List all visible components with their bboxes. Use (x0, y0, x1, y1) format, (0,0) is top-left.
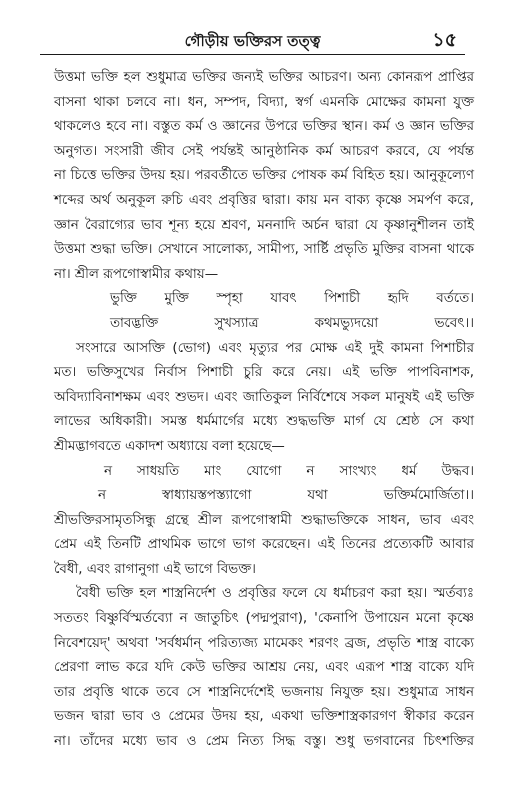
text-line: শ্রীমদ্ভাগবতে একাদশ অধ্যায়ে বলা হয়েছে— (54, 438, 285, 454)
text-line: উত্তমা ভক্তি হল শুধুমাত্র ভক্তির জন্যই ভক্তির আচরণ। অন্য কোনরূপ প্রাপ্তির (54, 70, 474, 85)
text-line: বৈধী, এবং রাগানুগা এই ভাগে বিভক্ত। (54, 561, 256, 577)
text-line: ভজন দ্বারা ভাব ও প্রেমের উদয় হয়, একথা ভক্তিশাস্ত্রকারগণ স্বীকার করেন (54, 709, 474, 725)
text-line: উত্তমা শুদ্ধা ভক্তি। সেখানে সালোক্য, সামীপ্য, সার্ষ্টি প্রভৃতি মুক্তির বাসনা থাকে (54, 242, 474, 258)
text-line: নিবেশয়েদ্' অথবা 'সর্বধর্মান্ পরিত্যজ্য মামেকং শরণং ব্রজ, প্রভৃতি শাস্ত্র বাক্যে (54, 635, 474, 651)
page-number: ১৫ (432, 29, 457, 51)
body-text (54, 66, 474, 755)
text-line: না। শ্রীল রূপগোস্বামীর কথায়— (54, 266, 219, 282)
text-line: বৈধী ভক্তি হল শাস্ত্রনির্দেশ ও প্রবৃত্তির ফলে যে ধর্মাচরণ করা হয়। স্মর্তব্যঃ (76, 586, 474, 602)
text-line: শ্রীভক্তিরসামৃতসিন্ধু গ্রন্থে শ্রীল রূপগোস্বামী শুদ্ধাভক্তিকে সাধন, ভাব এবং (54, 512, 474, 528)
text-line: মত। ভক্তিসুখের নির্বাস পিশাচী চুরি করে নেয়। এই ভক্তি পাপবিনাশক, (54, 365, 474, 381)
verse-line: ভুক্তি মুক্তি স্পৃহা যাবৎ পিশাচী হৃদি বর্ততে। (110, 291, 474, 307)
text-line: থাকলেও হবে না। বস্তুত কর্ম ও জ্ঞানের উপরে ভক্তির স্থান। কর্ম ও জ্ঞান ভক্তির (54, 119, 474, 135)
running-title: গৌড়ীয় ভক্তিরস তত্ত্ব (184, 32, 321, 50)
verse-line: ন স্বাধ্যায়স্তপস্ত্যাগো যথা ভক্তির্মমোর্জিতা।। (98, 488, 474, 504)
text-line: বাসনা থাকা চলবে না। ধন, সম্পদ, বিদ্যা, স্বর্গ এমনকি মোক্ষের কামনা যুক্ত (54, 94, 474, 110)
text-line: সততং বিষ্ণুর্বিস্মর্তব্যো ন জাতুচিৎ (পদ্মপুরাণ), 'কেনাপি উপায়েন মনো কৃষ্ণে (54, 611, 474, 627)
text-line: অবিদ্যাবিনাশক্ষম এবং শুভদ। এবং জাতিকুল নির্বিশেষে সকল মানুষই এই ভক্তি (54, 389, 474, 405)
running-header (40, 26, 465, 55)
text-line: অনুগত। সংসারী জীব সেই পর্যন্তই আনুষ্ঠানিক কর্ম আচরণ করবে, যে পর্যন্ত (54, 143, 474, 159)
text-line: লাভের অধিকারী। সমস্ত ধর্মমার্গের মধ্যে শুদ্ধভক্তি মার্গ যে শ্রেষ্ঠ সে কথা (54, 414, 474, 430)
text-line: সংসারে আসক্তি (ভোগ) এবং মৃত্যুর পর মোক্ষ এই দুই কামনা পিশাচীর (76, 340, 474, 356)
text-line: শব্দের অর্থ অনুকূল রুচি এবং প্রবৃত্তির দ্বারা। কায় মন বাক্য কৃষ্ণে সমর্পণ করে, (54, 192, 474, 208)
text-line: না। তাঁদের মধ্যে ভাব ও প্রেম নিত্য সিদ্ধ বস্তু। শুধু ভগবানের চিৎশক্তির (54, 734, 474, 750)
text-line: প্রেরণা লাভ করে যদি কেউ ভক্তির আশ্রয় নেয়, এবং এরূপ শাস্ত্র বাক্যে যদি (54, 660, 474, 676)
verse-line: তাবদ্ভক্তি সুখস্যাত্র কথমভ্যুদয়ো ভবেৎ।। (110, 315, 474, 331)
text-line: প্রেম এই তিনটি প্রাথমিক ভাগে ভাগ করেছেন। এই তিনের প্রত্যেকটি আবার (54, 537, 474, 553)
text-line: তার প্রবৃত্তি থাকে তবে সে শাস্ত্রনির্দেশেই ভজনায় নিযুক্ত হয়। শুধুমাত্র সাধন (54, 684, 474, 700)
text-line: না চিত্তে ভক্তির উদয় হয়। পরবর্তীতে ভক্তির পোষক কর্ম বিহিত হয়। আনুকূল্যেণ (54, 168, 474, 184)
verse-line: ন সাধয়তি মাং যোগো ন সাংখ্যং ধর্ম উদ্ধব। (104, 463, 474, 479)
text-line: জ্ঞান বৈরাগ্যের ভাব শূন্য হয়ে শ্রবণ, মননাদি অর্চন দ্বারা যে কৃষ্ণানুশীলন তাই (54, 217, 474, 233)
